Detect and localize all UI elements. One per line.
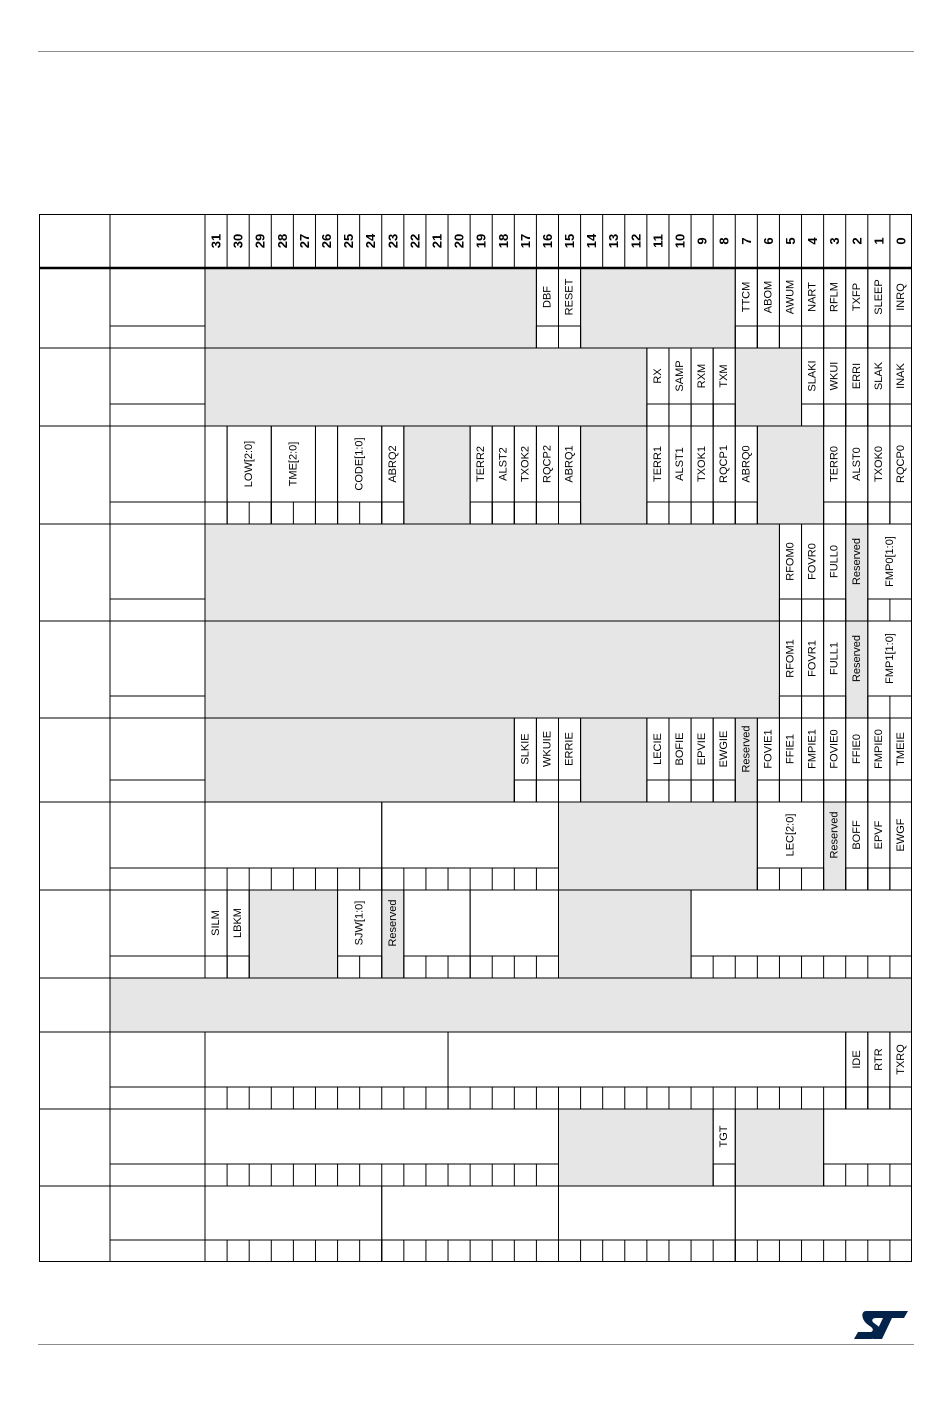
field-label: INRQ xyxy=(894,283,907,311)
reserved-field xyxy=(404,426,470,524)
bit-header: 2 xyxy=(849,237,865,245)
bit-header: 15 xyxy=(562,233,578,249)
field-label: WKUI xyxy=(828,361,841,391)
field-label: FOVR0 xyxy=(806,543,819,580)
bit-header: 18 xyxy=(495,233,511,249)
bit-header: 23 xyxy=(385,233,401,249)
field-label: NART xyxy=(806,282,819,312)
field-label: ALST2 xyxy=(497,447,510,481)
field-label: TXOK0 xyxy=(872,445,885,483)
field-label: DBF xyxy=(541,286,554,308)
field-label: FULL1 xyxy=(828,641,841,676)
field-label: SAMP xyxy=(674,360,687,392)
field-label: ABRQ1 xyxy=(563,445,576,483)
field-label: FOVR1 xyxy=(806,640,819,677)
bit-header: 0 xyxy=(893,237,909,245)
reserved-field xyxy=(581,426,647,524)
field-label: TERR2 xyxy=(475,445,488,483)
field-label: CODE[1:0] xyxy=(353,437,366,491)
field-label: INAK xyxy=(894,363,907,389)
bit-header: 3 xyxy=(827,237,843,245)
bit-header: 5 xyxy=(782,237,798,245)
reserved-field xyxy=(735,1109,823,1186)
field-label: RESET xyxy=(563,278,576,316)
field-label: LECIE xyxy=(651,733,664,765)
reserved-field xyxy=(559,890,692,978)
bit-header: 13 xyxy=(606,233,622,249)
field-label: FMP0[1:0] xyxy=(883,536,896,587)
field-label: BOFIE xyxy=(674,732,687,766)
field-label: FFIE1 xyxy=(784,734,797,764)
field-label: RXM xyxy=(696,363,709,389)
bit-header: 20 xyxy=(451,233,467,249)
field-label: FULL0 xyxy=(828,544,841,579)
field-label: ERRIE xyxy=(563,732,576,766)
field-label: FOVIE0 xyxy=(828,729,841,769)
field-label: SLAKI xyxy=(806,360,819,392)
field-label: RTR xyxy=(872,1048,885,1071)
reserved-field xyxy=(205,524,779,621)
field-label: TXOK1 xyxy=(696,445,709,483)
field-label: RFOM0 xyxy=(784,542,797,581)
field-label: WKUIE xyxy=(541,730,554,768)
field-label: RQCP1 xyxy=(718,445,731,483)
field-label: TXM xyxy=(718,364,731,388)
bottom-rule xyxy=(38,1344,914,1345)
field-label: SILM xyxy=(210,910,223,936)
reserved-field xyxy=(757,426,823,524)
bit-header: 26 xyxy=(319,233,335,249)
bit-header: 22 xyxy=(407,233,423,249)
bit-header: 21 xyxy=(429,233,445,249)
field-label: FFIE0 xyxy=(850,734,863,764)
field-label: RFLM xyxy=(828,282,841,312)
field-label: LBKM xyxy=(232,908,245,938)
reserved-band xyxy=(110,978,912,1032)
bit-header: 12 xyxy=(628,233,644,249)
field-label: TXOK2 xyxy=(519,445,532,483)
field-label: TXRQ xyxy=(894,1044,907,1075)
bit-header: 30 xyxy=(230,233,246,249)
reserved-label: Reserved xyxy=(850,537,863,586)
bit-header: 11 xyxy=(650,234,666,248)
reserved-field xyxy=(205,348,647,426)
field-label: FMPIE0 xyxy=(872,729,885,769)
field-label: TME[2:0] xyxy=(287,441,300,487)
field-label: TERR1 xyxy=(651,445,664,483)
bit-header: 17 xyxy=(517,233,533,249)
field-label: EPVF xyxy=(872,820,885,850)
reserved-label: Reserved xyxy=(386,899,399,947)
field-label: SLEEP xyxy=(872,279,885,315)
field-label: FOVIE1 xyxy=(762,729,775,769)
bit-header: 7 xyxy=(738,237,754,245)
field-label: EPVIE xyxy=(696,732,709,766)
bit-header: 29 xyxy=(252,233,268,249)
reserved-field xyxy=(581,268,736,348)
field-label: RX xyxy=(651,368,664,384)
bit-header: 19 xyxy=(473,233,489,249)
register-map-table xyxy=(39,214,912,1262)
field-label: EWGF xyxy=(894,818,907,852)
bit-header: 16 xyxy=(539,233,555,249)
bit-header: 14 xyxy=(584,233,600,249)
field-label: TGT xyxy=(718,1125,731,1148)
field-label: FMPIE1 xyxy=(806,729,819,769)
st-logo-icon xyxy=(852,1309,910,1341)
reserved-field xyxy=(205,268,536,348)
reserved-field xyxy=(205,718,514,802)
bit-header: 9 xyxy=(694,237,710,245)
reserved-field xyxy=(581,718,647,802)
field-label: ALST0 xyxy=(850,447,863,481)
reserved-field xyxy=(559,802,758,890)
bit-header: 1 xyxy=(871,237,887,245)
field-label: TXFP xyxy=(850,282,863,312)
reserved-field xyxy=(559,1109,714,1186)
reserved-field xyxy=(249,890,337,978)
bit-header: 6 xyxy=(760,237,776,245)
field-label: RFOM1 xyxy=(784,639,797,678)
field-label: SLKIE xyxy=(519,733,532,765)
field-label: RQCP0 xyxy=(894,445,907,483)
field-label: ERRI xyxy=(850,362,863,390)
field-label: SLAK xyxy=(872,361,885,391)
field-label: TERR0 xyxy=(828,445,841,483)
bit-header: 28 xyxy=(274,233,290,249)
field-label: EWGIE xyxy=(718,730,731,768)
reserved-field xyxy=(205,621,779,718)
field-label: IDE xyxy=(850,1050,863,1069)
bit-header: 10 xyxy=(672,233,688,249)
field-label: LOW[2:0] xyxy=(243,440,256,488)
field-label: LEC[2:0] xyxy=(784,813,797,857)
field-label: ABRQ2 xyxy=(386,445,399,483)
reserved-field xyxy=(735,348,801,426)
field-label: FMP1[1:0] xyxy=(883,633,896,684)
bit-header: 24 xyxy=(363,233,379,249)
field-label: BOFF xyxy=(850,820,863,850)
bit-header: 4 xyxy=(805,237,821,245)
field-label: ALST1 xyxy=(674,447,687,481)
bit-header: 25 xyxy=(341,233,357,249)
field-label: AWUM xyxy=(784,279,797,315)
top-rule xyxy=(38,51,914,52)
reserved-label: Reserved xyxy=(828,811,841,859)
field-label: ABOM xyxy=(762,280,775,314)
field-label: SJW[1:0] xyxy=(353,900,366,946)
bit-header: 31 xyxy=(208,233,224,249)
field-label: RQCP2 xyxy=(541,445,554,483)
field-label: TTCM xyxy=(740,281,753,313)
bit-header: 8 xyxy=(716,237,732,245)
reserved-label: Reserved xyxy=(850,634,863,683)
bit-header: 27 xyxy=(296,233,312,249)
field-label: TMEIE xyxy=(894,732,907,766)
field-label: ABRQ0 xyxy=(740,445,753,483)
reserved-label: Reserved xyxy=(740,725,753,773)
